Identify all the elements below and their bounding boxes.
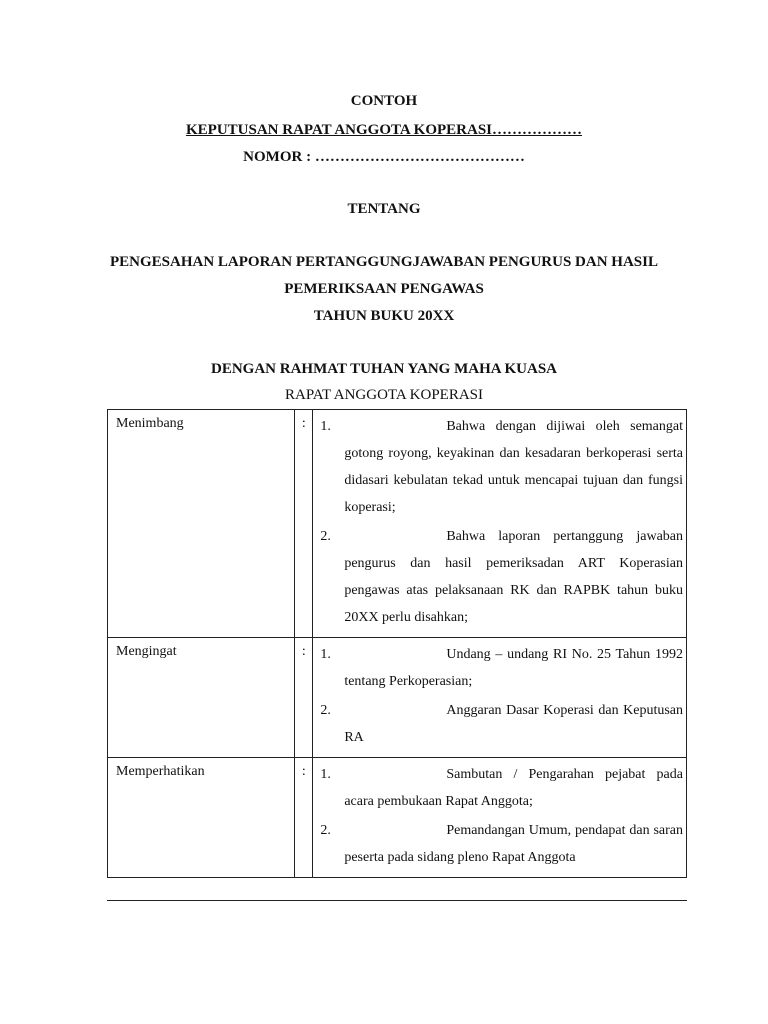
item-text: Undang – undang RI No. 25 Tahun 1992 tentang Perkoperasian; xyxy=(344,647,683,689)
doc-subject-line-1: PENGESAHAN LAPORAN PERTANGGUNGJAWABAN PENGURUS DAN HASIL xyxy=(110,254,658,270)
doc-rahmat: DENGAN RAHMAT TUHAN YANG MAHA KUASA xyxy=(211,361,557,377)
considerations-table xyxy=(107,409,687,878)
table-row-memperhatikan xyxy=(108,758,687,878)
item-number: 1. xyxy=(320,647,331,662)
doc-number: NOMOR : …………………………………… xyxy=(243,149,525,165)
row-colon: : xyxy=(295,410,313,638)
item-text: Bahwa dengan dijiwai oleh semangat gotong royong, keyakinan dan kesadaran berkoperasi serta didasari kebulatan tekad untuk mencapai tujuan dan fungsi koperasi; xyxy=(344,419,683,515)
item-text: Anggaran Dasar Koperasi dan Keputusan RA xyxy=(344,703,683,745)
table-row-mengingat xyxy=(108,638,687,758)
row-items xyxy=(313,758,687,878)
row-colon: : xyxy=(295,758,313,878)
row-label: Mengingat xyxy=(108,638,295,758)
row-label: Menimbang xyxy=(108,410,295,638)
row-items xyxy=(313,638,687,758)
list-item xyxy=(316,697,683,751)
list-item xyxy=(316,817,683,871)
list-item xyxy=(316,523,683,631)
item-number: 2. xyxy=(320,703,331,718)
item-number: 1. xyxy=(320,419,331,434)
doc-subject-line-3: TAHUN BUKU 20XX xyxy=(313,308,455,324)
item-number: 2. xyxy=(320,529,331,544)
item-text: Pemandangan Umum, pendapat dan saran peserta pada sidang pleno Rapat Anggota xyxy=(344,823,683,865)
item-text: Sambutan / Pengarahan pejabat pada acara pembukaan Rapat Anggota; xyxy=(344,767,683,809)
table-row-menimbang xyxy=(108,410,687,638)
list-item xyxy=(316,761,683,815)
row-label: Memperhatikan xyxy=(108,758,295,878)
doc-subject-line-2: PEMERIKSAAN PENGAWAS xyxy=(284,281,484,297)
row-items xyxy=(313,410,687,638)
item-number: 1. xyxy=(320,767,331,782)
item-number: 2. xyxy=(320,823,331,838)
doc-title: KEPUTUSAN RAPAT ANGGOTA KOPERASI……………… xyxy=(185,122,582,138)
doc-tentang: TENTANG xyxy=(347,201,421,217)
list-item xyxy=(316,641,683,695)
doc-label-contoh: CONTOH xyxy=(350,93,418,109)
item-text: Bahwa laporan pertanggung jawaban pengurus dan hasil pemeriksadan ART Koperasian pengawas atas pelaksanaan RK dan RAPBK tahun buku 20XX perlu disahkan; xyxy=(344,529,683,625)
list-item xyxy=(316,413,683,521)
row-colon: : xyxy=(295,638,313,758)
footer-divider xyxy=(107,900,687,901)
doc-rapat-anggota: RAPAT ANGGOTA KOPERASI xyxy=(284,387,483,403)
